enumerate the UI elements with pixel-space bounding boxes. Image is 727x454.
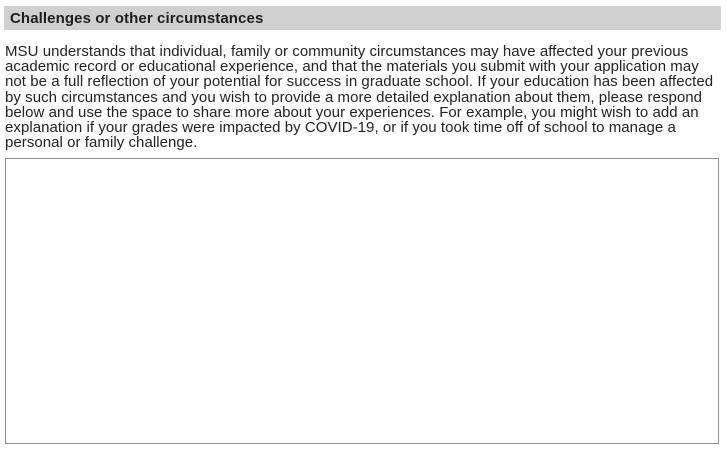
section-description: MSU understands that individual, family or community circumstances may have affected your previous academic record or educational experience, and that the materials you submit with your application may not be a full reflection of your potential for success in graduate school. If your education has been affected by such circumstances and you wish to provide a more detailed explanation about them, please respond below and use the space to share more about your experiences. For example, you might wish to add an explanation if your grades were impacted by COVID-19, or if you took time off of school to manage a personal or family challenge. [5,43,714,152]
section-title: Challenges or other circumstances [10,9,264,27]
section-header [4,6,721,30]
circumstances-response-textarea[interactable] [5,158,719,444]
